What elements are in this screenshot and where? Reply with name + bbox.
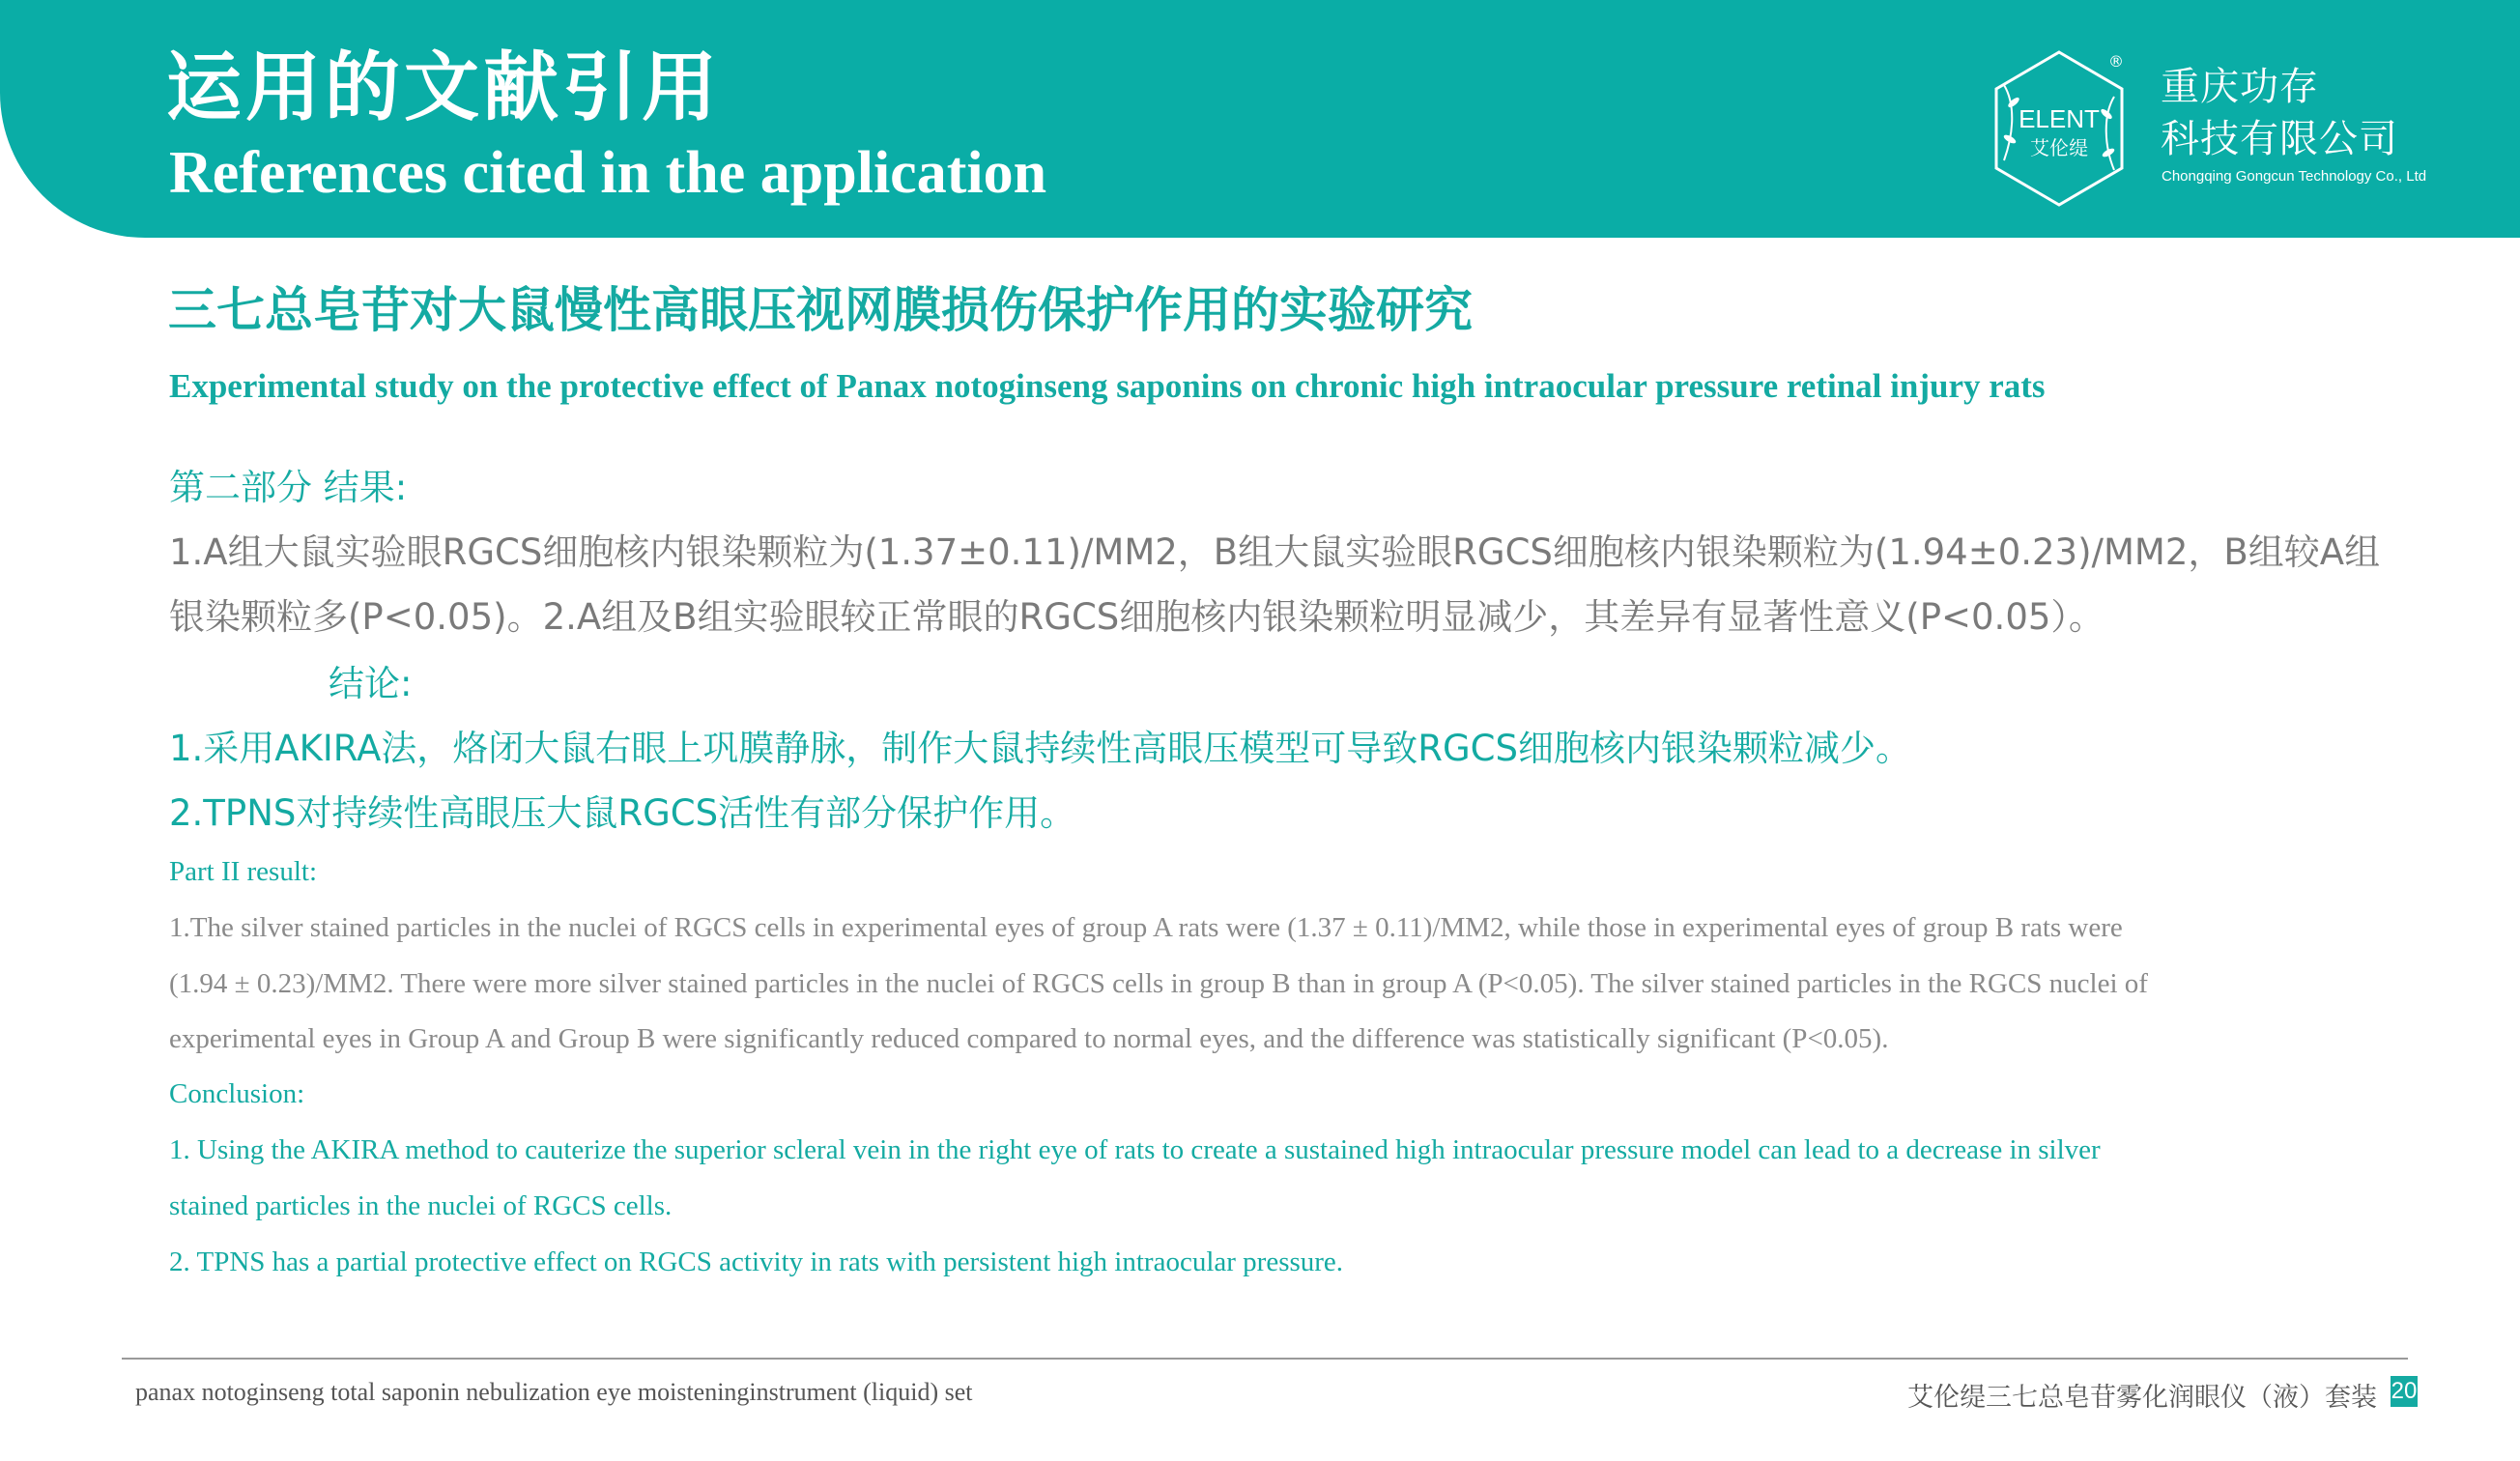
en-results-line-2: (1.94 ± 0.23)/MM2. There were more silver stained particles in the nuclei of RGCS cells in group B than in group A (P<0.05). The silver stained particles in the RGCS nuclei of: [169, 968, 2148, 999]
company-name-en: Chongqing Gongcun Technology Co., Ltd: [2162, 168, 2427, 185]
cn-results-line-1: 1.A组大鼠实验眼RGCS细胞核内银染颗粒为(1.37±0.11)/MM2，B组大鼠实验眼RGCS细胞核内银染颗粒为(1.94±0.23)/MM2，B组较A组: [169, 531, 2381, 573]
svg-text:ELENT: ELENT: [2019, 104, 2100, 133]
logo-hexagon-icon: [1987, 46, 2132, 211]
footer-divider: [122, 1358, 2408, 1360]
cn-results-line-2: 银染颗粒多(P<0.05)。2.A组及B组实验眼较正常眼的RGCS细胞核内银染颗粒明显减少，其差异有显著性意义(P<0.05）。: [169, 596, 2105, 638]
cn-conclusion-heading: 结论:: [329, 663, 413, 704]
page-number-badge: 20: [2391, 1376, 2418, 1407]
company-name-cn-line1: 重庆功存: [2161, 65, 2319, 109]
en-conclusion-2: 2. TPNS has a partial protective effect on RGCS activity in rats with persistent high intraocular pressure.: [169, 1246, 1344, 1277]
page-title-en: References cited in the application: [169, 140, 1047, 206]
study-title-en: Experimental study on the protective effect of Panax notoginseng saponins on chronic high intraocular pressure retinal injury rats: [169, 367, 2046, 405]
cn-results-heading: 第二部分 结果:: [169, 467, 408, 508]
company-name-cn-line2: 科技有限公司: [2161, 117, 2398, 161]
cn-conclusion-2: 2.TPNS对持续性高眼压大鼠RGCS活性有部分保护作用。: [169, 792, 1076, 834]
registered-mark: ®: [2108, 52, 2124, 71]
en-results-heading: Part II result:: [169, 856, 318, 887]
en-conclusion-1b: stained particles in the nuclei of RGCS cells.: [169, 1190, 673, 1221]
en-results-line-1: 1.The silver stained particles in the nuclei of RGCS cells in experimental eyes of group A rats were (1.37 ± 0.11)/MM2, while those in experimental eyes of group B rats were: [169, 912, 2123, 943]
en-conclusion-heading: Conclusion:: [169, 1078, 305, 1109]
study-title-cn: 三七总皂苷对大鼠慢性高眼压视网膜损伤保护作用的实验研究: [168, 282, 1473, 338]
page-title-cn: 运用的文献引用: [166, 44, 722, 131]
cn-conclusion-1: 1.采用AKIRA法，烙闭大鼠右眼上巩膜静脉，制作大鼠持续性高眼压模型可导致RGCS细胞核内银染颗粒减少。: [169, 728, 1912, 769]
en-conclusion-1a: 1. Using the AKIRA method to cauterize the superior scleral vein in the right eye of rats to create a sustained high intraocular pressure model can lead to a decrease in silver: [169, 1134, 2101, 1165]
svg-text:艾伦缇: 艾伦缇: [2030, 136, 2088, 159]
footer-product-en: panax notoginseng total saponin nebulization eye moisteninginstrument (liquid) set: [135, 1378, 973, 1406]
company-logo: [1987, 46, 2132, 211]
en-results-line-3: experimental eyes in Group A and Group B were significantly reduced compared to normal eyes, and the difference was statistically significant (P<0.05).: [169, 1023, 1889, 1054]
footer-product-cn: 艾伦缇三七总皂苷雾化润眼仪（液）套装: [1907, 1383, 2377, 1413]
